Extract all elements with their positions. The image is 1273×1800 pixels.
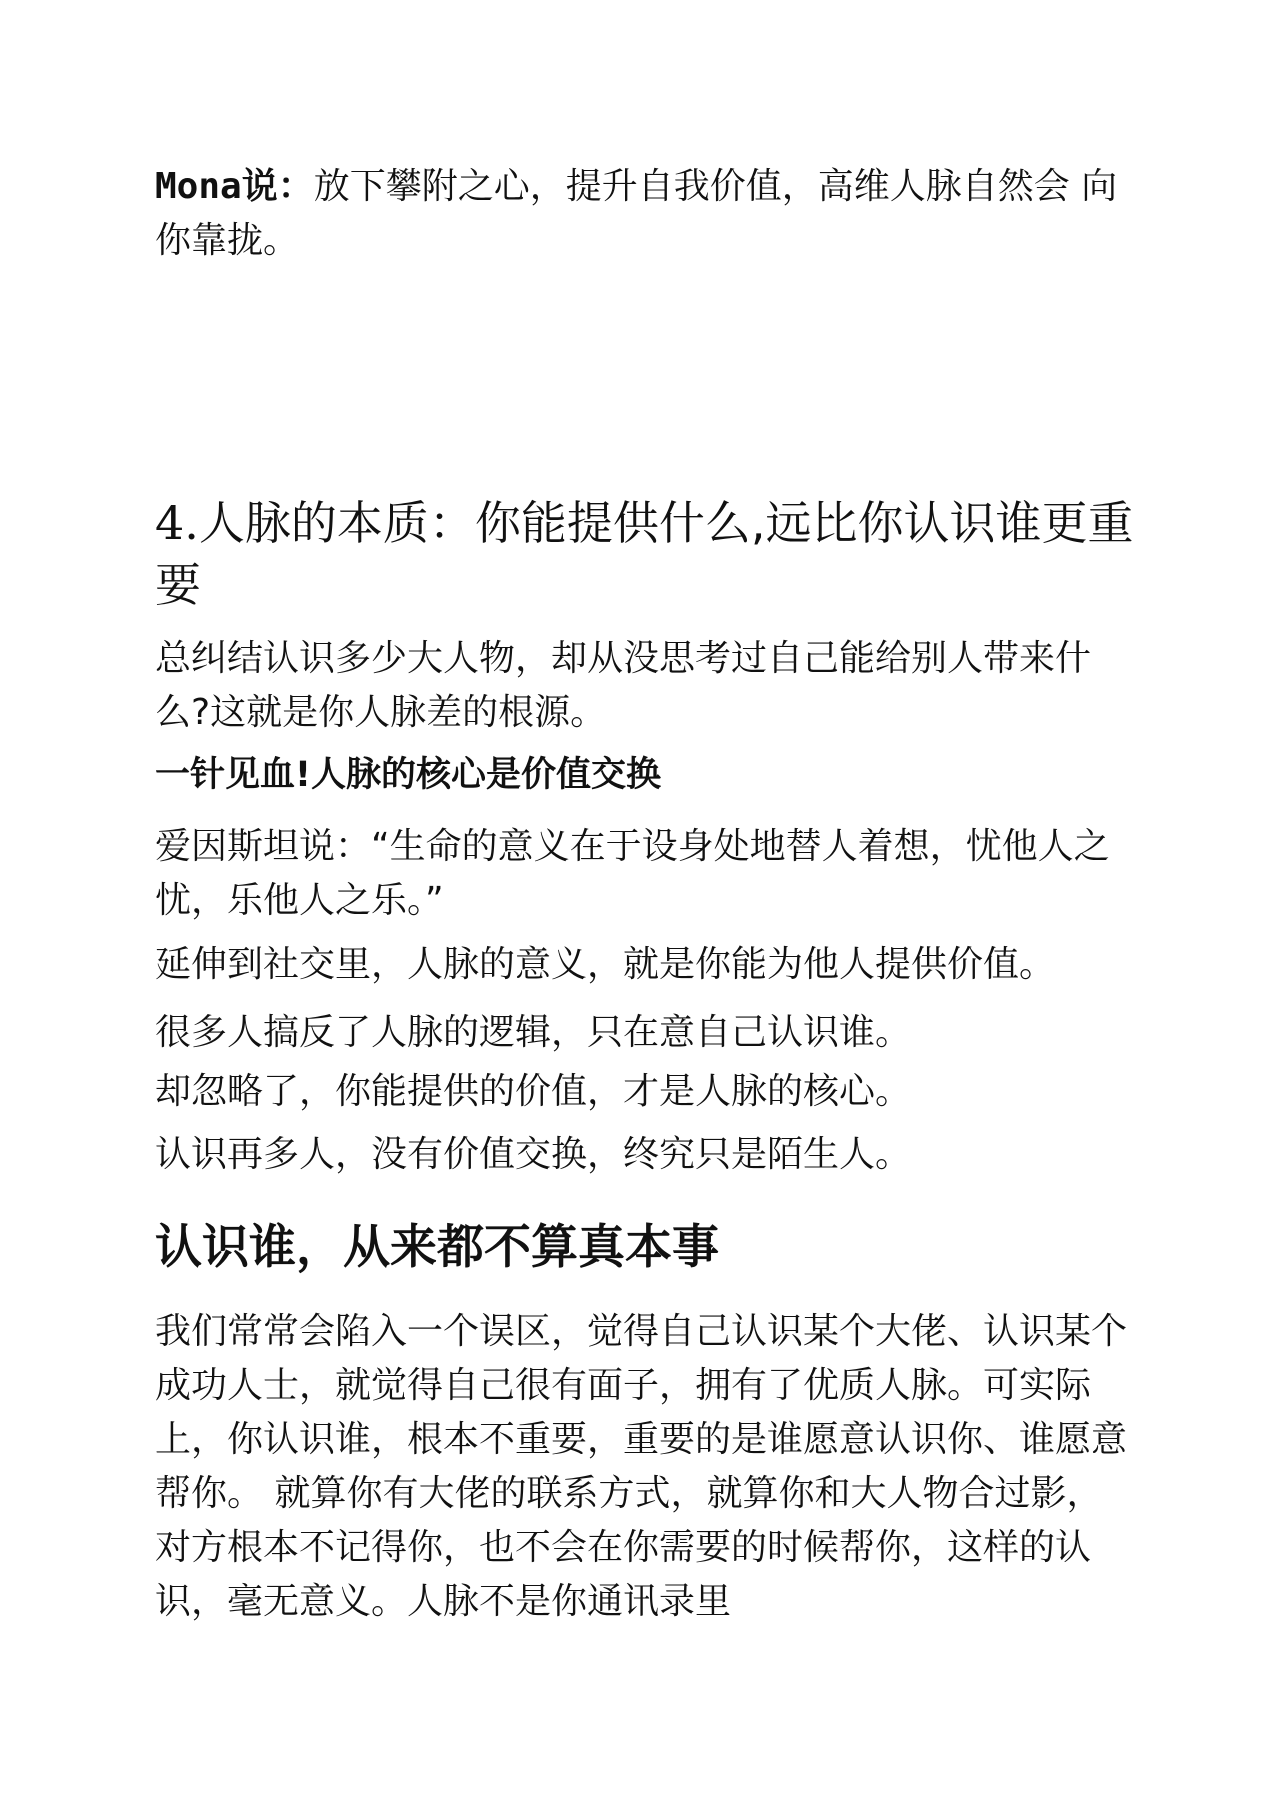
statement-line: 却忽略了，你能提供的价值，才是人脉的核心。: [155, 1071, 912, 1112]
mona-quote: [155, 160, 1135, 268]
section-4-heading: [155, 492, 1135, 616]
quote-text: 放下攀附之心，提升自我价值，高维人脉自然会 向你靠拢。: [155, 166, 1118, 261]
statement-line: 延伸到社交里，人脉的意义，就是你能为他人提供价值。: [155, 944, 1056, 985]
einstein-paragraph: 爱因斯坦说：“生命的意义在于设身处地替人着想，忧他人之忧，乐他人之乐。”: [155, 826, 1110, 921]
quote-speaker-suffix: 说：: [241, 166, 314, 207]
section-title: 人脉的本质：你能提供什么,远比你认识谁更重要: [155, 496, 1134, 612]
subheading: 一针见血!人脉的核心是价值交换: [155, 755, 661, 795]
quote-speaker: Mona: [155, 166, 242, 207]
long-paragraph: 我们常常会陷入一个误区，觉得自己认识某个大佬、认识某个成功人士，就觉得自己很有面子，拥有了优质人脉。可实际上，你认识谁，根本不重要，重要的是谁愿意认识你、谁愿意帮你。 就算你有大佬的联系方式，就算你和大人物合过影，对方根本不记得你，也不会在你需要的时候帮你，这样的认识，毫无意义。人脉不是你通讯录里: [155, 1311, 1128, 1622]
statement-line: 认识再多人，没有价值交换，终究只是陌生人。: [155, 1134, 912, 1175]
intro-paragraph: 总纠结认识多少大人物，却从没思考过自己能给别人带来什么?这就是你人脉差的根源。: [155, 638, 1092, 733]
statement-line: 很多人搞反了人脉的逻辑，只在意自己认识谁。: [155, 1012, 912, 1053]
section-heading-2: 认识谁，从来都不算真本事: [155, 1220, 719, 1275]
section-number: 4.: [155, 496, 199, 550]
